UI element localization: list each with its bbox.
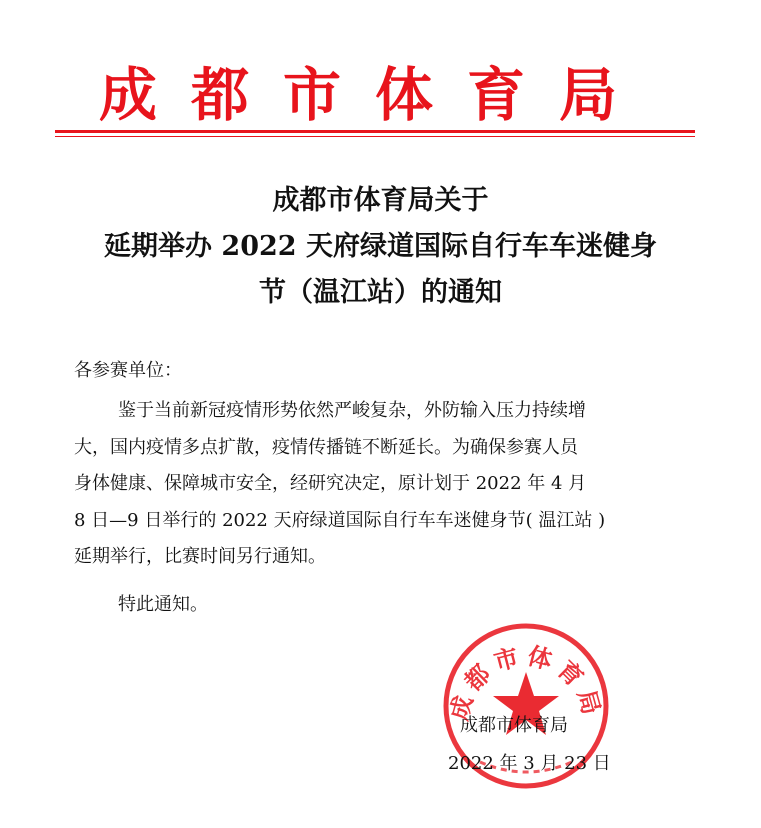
body-line-3: 身体健康、保障城市安全，经研究决定，原计划于 2022 年 4 月 bbox=[74, 473, 587, 494]
body-line-2: 大，国内疫情多点扩散，疫情传播链不断延长。为确保参赛人员 bbox=[74, 436, 578, 458]
body-line-5: 延期举行，比赛时间另行通知。 bbox=[74, 546, 326, 567]
salutation: 各参赛单位： bbox=[74, 360, 182, 381]
title-line-3: 节（温江站）的通知 bbox=[259, 277, 502, 308]
signature-date: 2022 年 3 月 23 日 bbox=[448, 753, 611, 774]
masthead-rule-thick bbox=[55, 130, 695, 133]
body-paragraph bbox=[74, 393, 674, 576]
body-line-4: 8 日—9 日举行的 2022 天府绿道国际自行车车迷健身节( 温江站 ) bbox=[74, 509, 606, 531]
body-line-1: 鉴于当前新冠疫情形势依然严峻复杂，外防输入压力持续增 bbox=[118, 400, 586, 421]
masthead-rule-thin bbox=[55, 136, 695, 137]
document-title bbox=[40, 178, 721, 316]
seal-text: 成都市体育局 bbox=[443, 640, 609, 724]
title-line-1: 成都市体育局关于 bbox=[272, 185, 489, 216]
signature-organization: 成都市体育局 bbox=[460, 715, 568, 736]
masthead-title: 成都市体育局 bbox=[98, 61, 651, 129]
closing-remark: 特此通知。 bbox=[118, 594, 208, 615]
title-line-2: 延期举办 2022 天府绿道国际自行车车迷健身 bbox=[104, 231, 657, 262]
